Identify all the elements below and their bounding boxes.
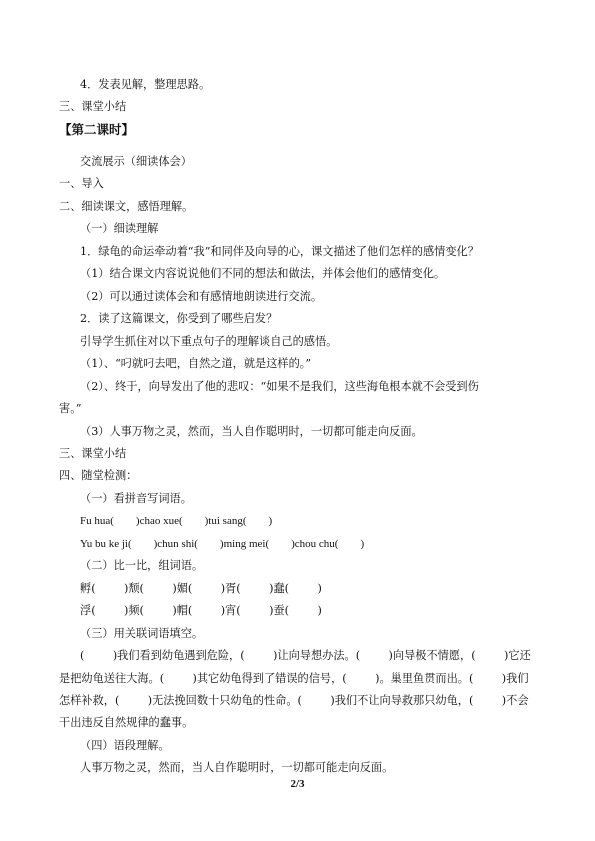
section-heading: 四、随堂检测： xyxy=(59,469,138,482)
quote-line: （3）人事万物之灵，然而，当人自作聪明时，一切都可能走向反面。 xyxy=(80,425,423,438)
text-line: （2）可以通过读体会和有感情地朗读进行交流。 xyxy=(80,290,323,303)
subsection-heading: （二）比一比，组词语。 xyxy=(80,559,204,572)
section-heading: 二、细读课文，感悟理解。 xyxy=(59,200,194,213)
question-line: 2．读了这篇课文，你受到了哪些启发？ xyxy=(80,312,278,325)
subsection-heading: （一）细读理解 xyxy=(80,222,159,235)
fill-blank-line: 是把幼龟送往大海。( )其它幼龟得到了错误的信号，( )。巢里鱼贯而出。( )我们 xyxy=(59,672,529,685)
fill-blank-line: 怎样补救，( )无法挽回数十只幼龟的性命。( )我们不让向导救那只幼龟，( )不会 xyxy=(59,694,529,707)
pinyin-exercise-line: Fu hua( )chao xue( )tui sang( ) xyxy=(80,515,273,527)
section-heading: 三、课堂小结 xyxy=(59,447,127,460)
text-line: 引导学生抓住对以下重点句子的理解谈自己的感悟。 xyxy=(80,335,338,348)
quote-line-continued: 害。” xyxy=(59,402,82,415)
page-number: 2/3 xyxy=(290,778,305,790)
section-heading: 一、导入 xyxy=(59,177,104,190)
character-exercise-line: 浮( )频( )帽( )宵( )蚕( ) xyxy=(80,604,322,617)
text-line: 交流展示（细读体会） xyxy=(80,155,192,168)
character-exercise-line: 孵( )颓( )媚( )胥( )蠢( ) xyxy=(80,582,322,595)
section-heading: 三、课堂小结 xyxy=(59,100,127,113)
fill-blank-line: 干出违反自然规律的蠢事。 xyxy=(59,716,194,729)
quote-line: （1）、“叼就叼去吧，自然之道，就是这样的。” xyxy=(80,357,312,370)
question-line: 1．绿龟的命运牵动着“我”和同伴及向导的心，课文描述了他们怎样的感情变化？ xyxy=(80,245,479,258)
quote-line: （2）、终于，向导发出了他的悲叹：“如果不是我们，这些海龟根本就不会受到伤 xyxy=(80,380,479,393)
text-line: （1）结合课文内容说说他们不同的想法和做法，并体会他们的感情变化。 xyxy=(80,267,446,280)
text-line: 4．发表见解，整理思路。 xyxy=(80,78,211,91)
subsection-heading: （一）看拼音写词语。 xyxy=(80,492,192,505)
subsection-heading: （三）用关联词语填空。 xyxy=(80,627,204,640)
pinyin-exercise-line: Yu bu ke ji( )chun shi( )ming mei( )chou chu( ) xyxy=(80,538,365,550)
subsection-heading: （四）语段理解。 xyxy=(80,739,170,752)
text-line: 人事万物之灵，然而，当人自作聪明时，一切都可能走向反面。 xyxy=(80,761,394,774)
lesson-heading: 【第二课时】 xyxy=(59,122,135,137)
fill-blank-line: ( )我们看到幼龟遇到危险，( )让向导想办法。( )向导极不情愿，( )它还 xyxy=(80,649,531,662)
